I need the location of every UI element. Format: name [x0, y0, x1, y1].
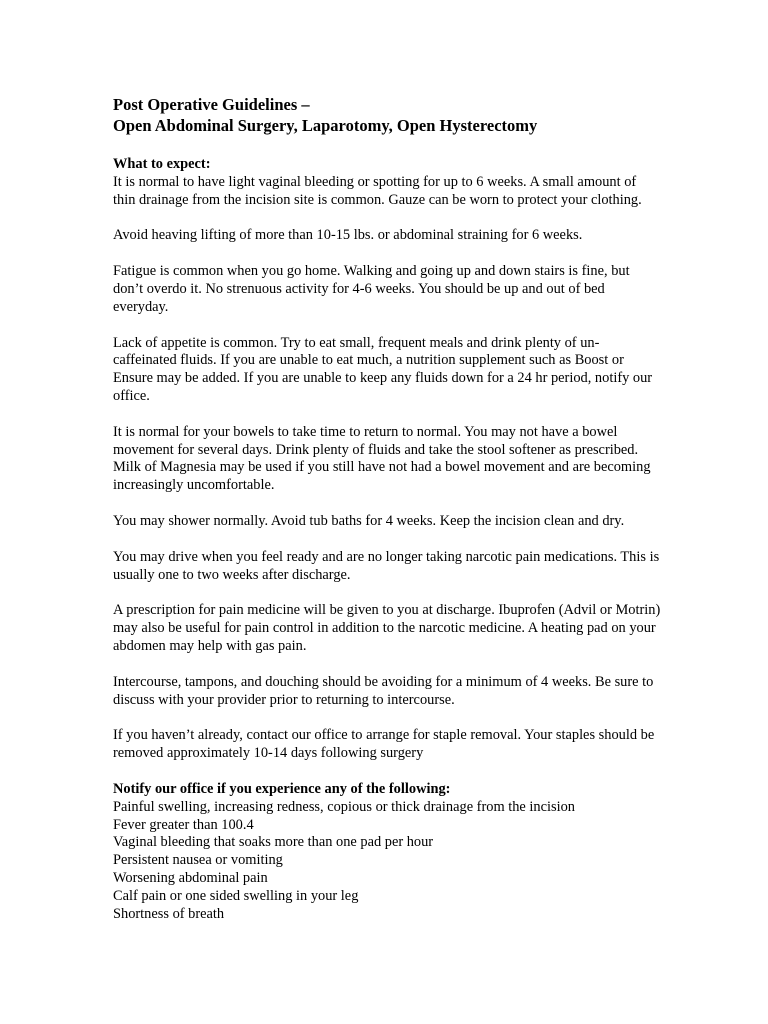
symptom-item: Vaginal bleeding that soaks more than one pad per hour: [113, 834, 434, 851]
symptom-list: [113, 799, 661, 924]
what-to-expect-heading: What to expect:: [113, 156, 211, 172]
paragraph-bleeding: It is normal to have light vaginal bleeding or spotting for up to 6 weeks. A small amount of thin drainage from the incision site is common. Gauze can be worn to protect your clothing.: [113, 173, 642, 208]
paragraph-lifting: Avoid heaving lifting of more than 10-15 lbs. or abdominal straining for 6 weeks.: [113, 227, 583, 244]
symptom-item: Worsening abdominal pain: [113, 869, 268, 886]
paragraph-shower: You may shower normally. Avoid tub baths for 4 weeks. Keep the incision clean and dry.: [113, 512, 625, 529]
document-page: [113, 94, 661, 923]
paragraph-fatigue: Fatigue is common when you go home. Walking and going up and down stairs is fine, but don’t overdo it. No strenuous activity for 4-6 weeks. You should be up and out of bed everyday.: [113, 263, 630, 315]
paragraph-intercourse: Intercourse, tampons, and douching should be avoiding for a minimum of 4 weeks. Be sure to discuss with your provider prior to returning to intercourse.: [113, 673, 654, 708]
notify-office-heading: Notify our office if you experience any of the following:: [113, 780, 451, 797]
symptom-item: Painful swelling, increasing redness, copious or thick drainage from the incision: [113, 798, 575, 815]
symptom-item: Shortness of breath: [113, 905, 225, 922]
symptom-item: Fever greater than 100.4: [113, 816, 254, 833]
paragraph-driving: You may drive when you feel ready and are no longer taking narcotic pain medications. This is usually one to two weeks after discharge.: [113, 548, 660, 583]
paragraph-bowels: It is normal for your bowels to take time to return to normal. You may not have a bowel movement for several days. Drink plenty of fluids and take the stool softener as prescribed. Milk of Magnesia may be used if you still have not had a bowel movement and are becoming increasingly uncomfortable.: [113, 423, 651, 494]
symptom-item: Calf pain or one sided swelling in your leg: [113, 887, 359, 904]
paragraph-pain-medicine: A prescription for pain medicine will be given to you at discharge. Ibuprofen (Advil or Motrin) may also be useful for pain control in addition to the narcotic medicine. A heating pad on your abdomen may help with gas pain.: [113, 602, 661, 654]
document-title-line-1: Post Operative Guidelines –: [113, 95, 310, 114]
paragraph-staples: If you haven’t already, contact our office to arrange for staple removal. Your staples should be removed approximately 10-14 days following surgery: [113, 727, 655, 762]
document-title-line-2: Open Abdominal Surgery, Laparotomy, Open Hysterectomy: [113, 116, 538, 135]
symptom-item: Persistent nausea or vomiting: [113, 852, 283, 869]
paragraph-appetite: Lack of appetite is common. Try to eat small, frequent meals and drink plenty of un-caffeinated fluids. If you are unable to eat much, a nutrition supplement such as Boost or Ensure may be added. If you are unable to keep any fluids down for a 24 hr period, notify our office.: [113, 334, 653, 404]
